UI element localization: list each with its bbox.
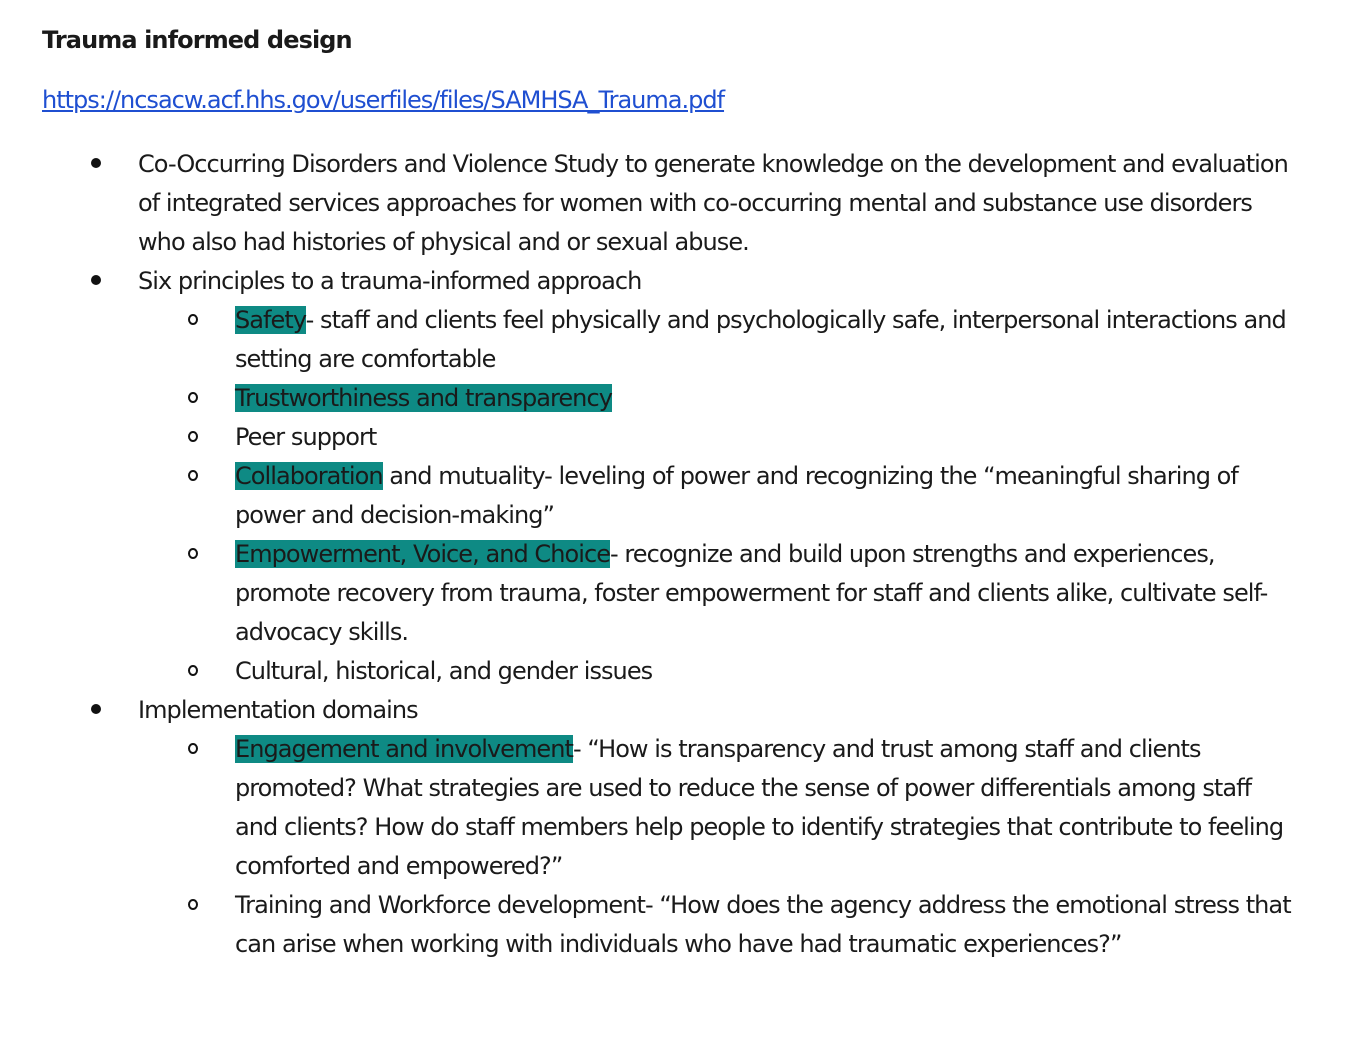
bullet-dot-icon — [91, 704, 101, 714]
sub-item-description: Peer support — [235, 423, 377, 451]
highlighted-term: Collaboration — [235, 462, 383, 490]
circle-bullet-icon — [188, 665, 198, 676]
sub-item — [235, 301, 1300, 379]
sub-item-text — [235, 730, 1300, 886]
highlighted-term: Empowerment, Voice, and Choice — [235, 540, 611, 568]
bullet-text: Implementation domains — [138, 696, 418, 724]
sub-item — [235, 730, 1300, 886]
sub-list — [138, 301, 1300, 691]
sub-item — [235, 652, 1300, 691]
sub-item-text — [235, 652, 1300, 691]
bullet-text: Co-Occurring Disorders and Violence Study to generate knowledge on the development and evaluation of integrated services approaches for women with co-occurring mental and substance use disorders who also had histories of physical and or sexual abuse. — [138, 150, 1288, 256]
sub-list — [138, 730, 1300, 964]
sub-item-description: and mutuality- leveling of power and recognizing the “meaningful sharing of power and decision-making” — [235, 462, 1238, 529]
sub-item — [235, 886, 1300, 964]
sub-item-text — [235, 886, 1300, 964]
sub-item — [235, 379, 1300, 418]
highlighted-term: Engagement and involvement — [235, 735, 573, 763]
sub-item-text — [235, 301, 1300, 379]
sub-item-text — [235, 457, 1300, 535]
sub-item-description: Cultural, historical, and gender issues — [235, 657, 653, 685]
sub-item-text — [235, 379, 1300, 418]
circle-bullet-icon — [188, 314, 198, 325]
samhsa-pdf-link[interactable]: https://ncsacw.acf.hhs.gov/userfiles/files/SAMHSA_Trauma.pdf — [42, 86, 725, 114]
circle-bullet-icon — [188, 470, 198, 481]
sub-item — [235, 418, 1300, 457]
document-title: Trauma informed design — [42, 26, 352, 54]
sub-item-description: - recognize and build upon strengths and experiences, promote recovery from trauma, foster empowerment for staff and clients alike, cultivate self-advocacy skills. — [235, 540, 1268, 646]
bullet-dot-icon — [91, 158, 101, 168]
sub-item-description: Training and Workforce development- “How does the agency address the emotional stress that can arise when working with individuals who have had traumatic experiences?” — [235, 891, 1291, 958]
sub-item-text — [235, 535, 1300, 652]
bullet-item — [0, 262, 1300, 691]
circle-bullet-icon — [188, 392, 198, 403]
sub-item — [235, 535, 1300, 652]
sub-item-description: - “How is transparency and trust among staff and clients promoted? What strategies are used to reduce the sense of power differentials among staff and clients? How do staff members help people to identify strategies that contribute to feeling comforted and empowered?” — [235, 735, 1284, 880]
circle-bullet-icon — [188, 548, 198, 559]
bullet-dot-icon — [91, 275, 101, 285]
bullet-text: Six principles to a trauma-informed approach — [138, 267, 642, 295]
bullet-item — [0, 145, 1300, 262]
highlighted-term: Trustworthiness and transparency — [235, 384, 612, 412]
sub-item — [235, 457, 1300, 535]
sub-item-text — [235, 418, 1300, 457]
bullet-item — [0, 691, 1300, 964]
bullet-list — [0, 145, 1300, 964]
circle-bullet-icon — [188, 431, 198, 442]
circle-bullet-icon — [188, 743, 198, 754]
highlighted-term: Safety — [235, 306, 306, 334]
circle-bullet-icon — [188, 899, 198, 910]
sub-item-description: - staff and clients feel physically and psychologically safe, interpersonal interactions and setting are comfortable — [235, 306, 1286, 373]
